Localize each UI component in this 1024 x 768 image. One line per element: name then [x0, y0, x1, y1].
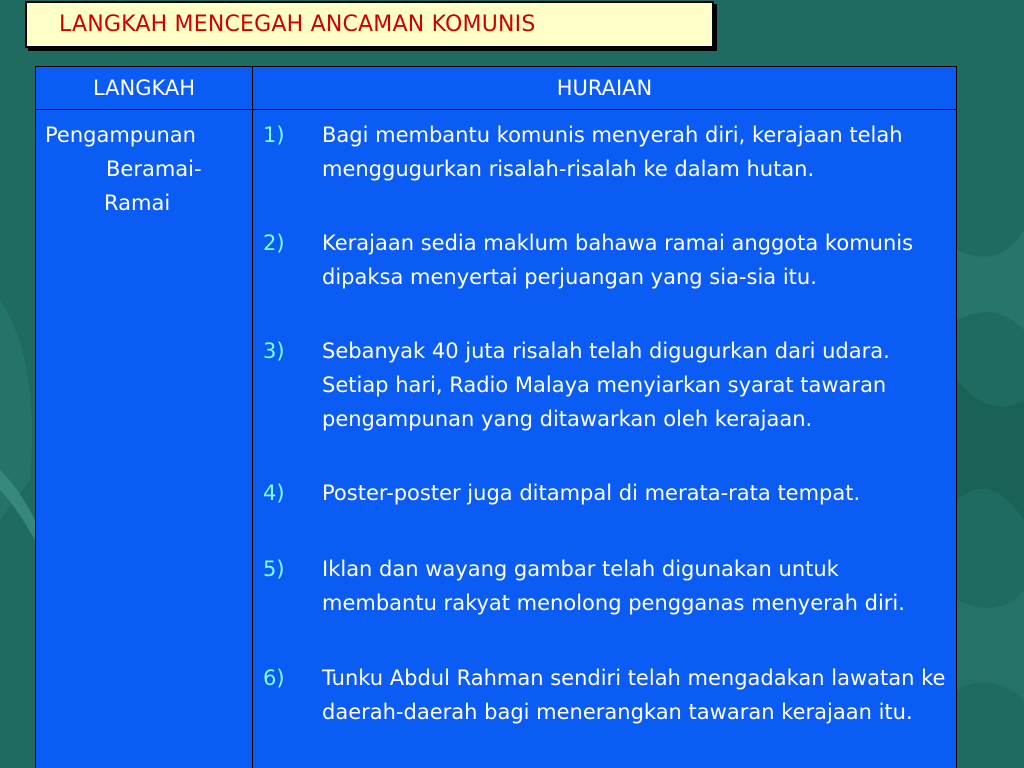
item-text: Kerajaan sedia maklum bahawa ramai anggota komunis dipaksa menyertai perjuangan yang sia-sia itu. — [322, 231, 914, 289]
item-number: 3) — [263, 339, 285, 363]
item-text: Sebanyak 40 juta risalah telah digugurkan dari udara. Setiap hari, Radio Malaya menyiarkan syarat tawaran pengampunan yang ditawarkan oleh kerajaan. — [322, 339, 890, 431]
column-divider — [252, 67, 253, 768]
item-number: 2) — [263, 231, 285, 255]
content-table — [35, 66, 957, 768]
item-text: Tunku Abdul Rahman sendiri telah mengadakan lawatan ke daerah-daerah bagi menerangkan tawaran kerajaan itu. — [322, 666, 946, 724]
langkah-line-3: Ramai — [104, 191, 171, 215]
item-number: 6) — [263, 666, 285, 690]
header-langkah: LANGKAH — [92, 76, 196, 100]
header-huraian: HURAIAN — [556, 76, 653, 100]
langkah-cell — [45, 118, 202, 220]
item-text: Iklan dan wayang gambar telah digunakan untuk membantu rakyat menolong pengganas menyerah diri. — [322, 557, 905, 615]
item-text: Bagi membantu komunis menyerah diri, kerajaan telah menggugurkan risalah-risalah ke dalam hutan. — [322, 123, 903, 181]
item-number: 5) — [263, 557, 285, 581]
header-divider — [36, 109, 956, 110]
title-box — [25, 1, 714, 48]
slide-title: LANGKAH MENCEGAH ANCAMAN KOMUNIS — [59, 12, 536, 37]
item-text: Poster-poster juga ditampal di merata-rata tempat. — [322, 481, 861, 505]
item-number: 1) — [263, 123, 285, 147]
item-number: 4) — [263, 481, 285, 505]
langkah-line-1: Pengampunan — [45, 123, 196, 147]
langkah-line-2: Beramai- — [106, 157, 202, 181]
